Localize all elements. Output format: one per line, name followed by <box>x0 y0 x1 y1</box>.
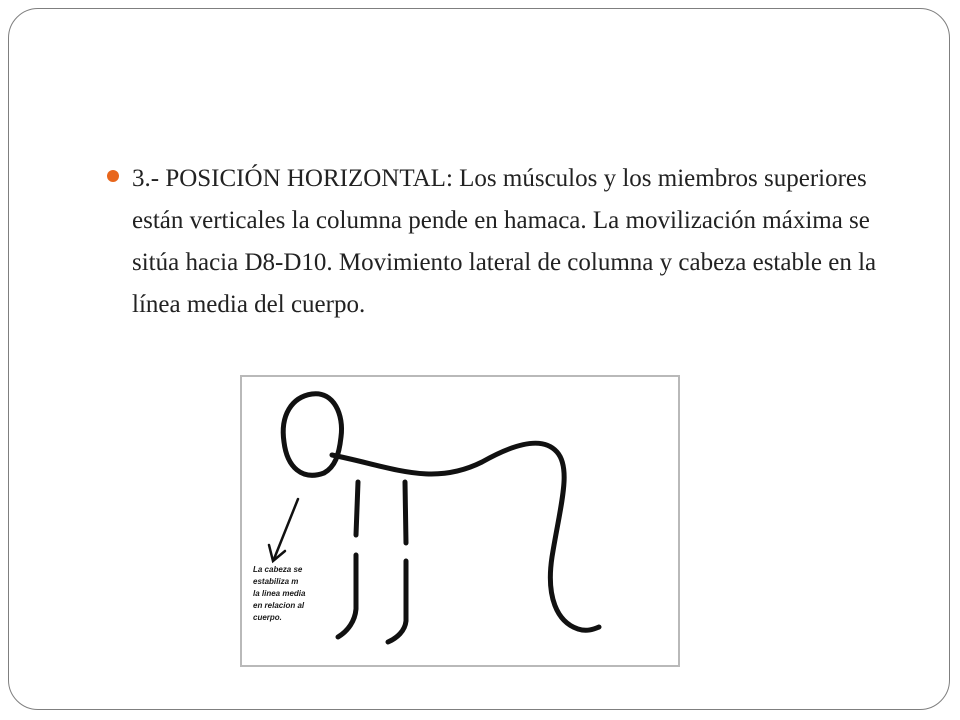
spine-curve <box>332 443 599 630</box>
front-arm-lower-right <box>388 561 406 642</box>
figure-caption <box>253 564 325 624</box>
caption-line: la linea media <box>253 589 306 598</box>
front-arm-upper-left <box>356 482 358 535</box>
caption-line: estabiliza m <box>253 577 299 586</box>
front-arm-upper-right <box>405 482 406 543</box>
caption-line: cuerpo. <box>253 613 282 622</box>
pointer-arrow-line <box>274 499 298 559</box>
front-arm-lower-left <box>338 555 356 637</box>
bullet-text: 3.- POSICIÓN HORIZONTAL: Los músculos y los miembros superiores están verticales la columna pende en hamaca. La movilización máxima se sitúa hacia D8-D10. Movimiento lateral de columna y cabeza estable en la línea media del cuerpo. <box>132 165 877 318</box>
caption-line: La cabeza se <box>253 565 303 574</box>
head-outline <box>283 394 341 476</box>
caption-line: en relacion al <box>253 601 305 610</box>
bullet-dot <box>107 170 119 182</box>
